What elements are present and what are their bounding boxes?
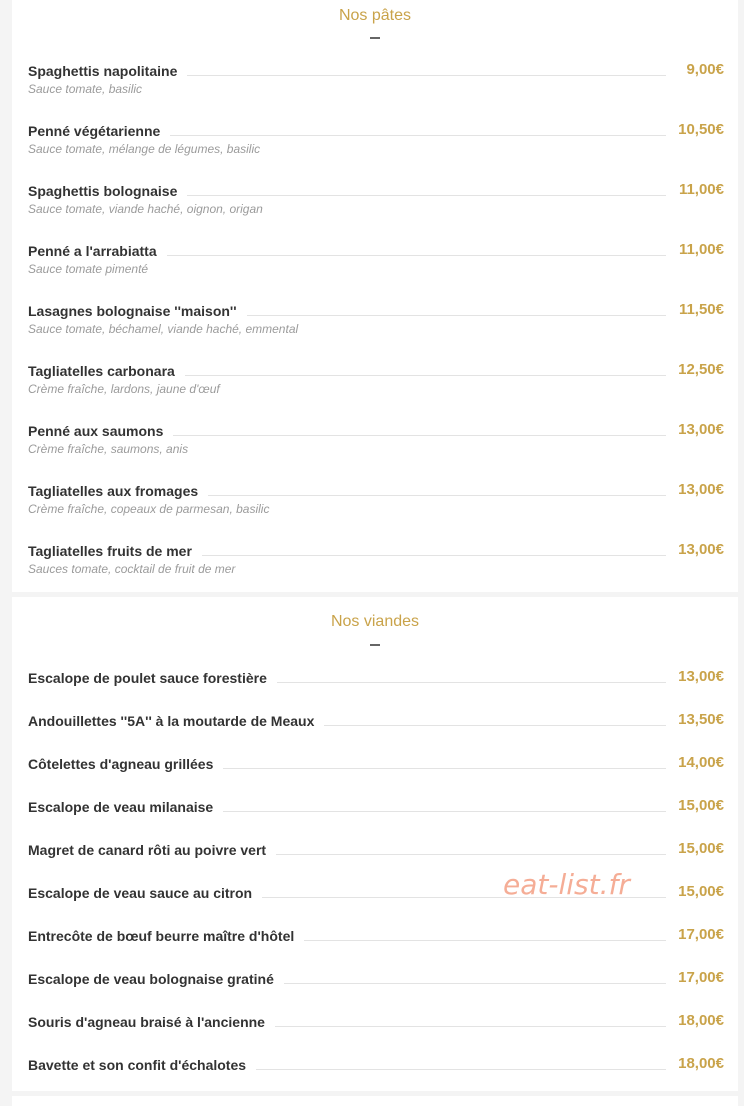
watermark: eat-list.fr: [503, 868, 630, 901]
item-name: Côtelettes d'agneau grillées: [28, 755, 223, 773]
section-title-viandes: Nos viandes: [330, 613, 420, 630]
menu-item: [28, 182, 724, 222]
section-divider: [370, 37, 380, 39]
menu-item: [28, 798, 724, 838]
menu-item: [28, 122, 724, 162]
item-name: Lasagnes bolognaise ''maison'': [28, 302, 247, 320]
menu-item: [28, 242, 724, 282]
item-description: Crème fraîche, copeaux de parmesan, basilic: [28, 502, 270, 516]
item-name: Escalope de veau sauce au citron: [28, 884, 262, 902]
item-description: Sauces tomate, cocktail de fruit de mer: [28, 562, 236, 576]
menu-item: [28, 1056, 724, 1096]
item-price: 18,00€: [672, 1054, 724, 1074]
item-price: 13,00€: [672, 480, 724, 500]
item-name: Magret de canard rôti au poivre vert: [28, 841, 276, 859]
menu-item: [28, 755, 724, 795]
item-price: 13,00€: [672, 420, 724, 440]
item-name: Tagliatelles fruits de mer: [28, 542, 202, 560]
next-section: [12, 1096, 738, 1106]
item-name: Escalope de poulet sauce forestière: [28, 669, 277, 687]
item-price: 10,50€: [672, 120, 724, 140]
menu-item: [28, 669, 724, 709]
item-price: 13,50€: [672, 710, 724, 730]
menu-item: [28, 1013, 724, 1053]
item-name: Penné végétarienne: [28, 122, 170, 140]
item-price: 18,00€: [672, 1011, 724, 1031]
menu-item: [28, 970, 724, 1010]
item-price: 11,00€: [673, 180, 724, 200]
item-name: Tagliatelles aux fromages: [28, 482, 208, 500]
item-price: 13,00€: [672, 667, 724, 687]
section-title-pates: Nos pâtes: [338, 7, 412, 24]
menu-item: [28, 302, 724, 342]
menu-item: [28, 482, 724, 522]
item-description: Sauce tomate, mélange de légumes, basilic: [28, 142, 261, 156]
menu-item: [28, 712, 724, 752]
section-divider: [370, 644, 380, 646]
item-name: Entrecôte de bœuf beurre maître d'hôtel: [28, 927, 304, 945]
item-price: 15,00€: [672, 796, 724, 816]
item-price: 11,00€: [673, 240, 724, 260]
item-description: Sauce tomate, viande haché, oignon, origan: [28, 202, 263, 216]
item-description: Sauce tomate, béchamel, viande haché, emmental: [28, 322, 299, 336]
item-name: Andouillettes ''5A'' à la moutarde de Meaux: [28, 712, 324, 730]
item-name: Spaghettis napolitaine: [28, 62, 187, 80]
item-name: Escalope de veau milanaise: [28, 798, 223, 816]
item-price: 15,00€: [672, 839, 724, 859]
item-price: 13,00€: [672, 540, 724, 560]
item-price: 17,00€: [672, 925, 724, 945]
item-name: Tagliatelles carbonara: [28, 362, 185, 380]
item-name: Penné aux saumons: [28, 422, 173, 440]
viandes-section: [12, 597, 738, 1091]
item-description: Sauce tomate pimenté: [28, 262, 149, 276]
item-price: 12,50€: [672, 360, 724, 380]
item-price: 9,00€: [680, 60, 724, 80]
item-name: Souris d'agneau braisé à l'ancienne: [28, 1013, 275, 1031]
menu-item: [28, 542, 724, 582]
item-price: 17,00€: [672, 968, 724, 988]
menu-item: [28, 62, 724, 102]
item-name: Penné a l'arrabiatta: [28, 242, 167, 260]
pates-section: [12, 0, 738, 592]
item-name: Spaghettis bolognaise: [28, 182, 187, 200]
item-price: 14,00€: [672, 753, 724, 773]
item-name: Bavette et son confit d'échalotes: [28, 1056, 256, 1074]
menu-item: [28, 927, 724, 967]
item-description: Crème fraîche, lardons, jaune d'œuf: [28, 382, 220, 396]
item-price: 15,00€: [672, 882, 724, 902]
menu-item: [28, 362, 724, 402]
item-price: 11,50€: [673, 300, 724, 320]
item-name: Escalope de veau bolognaise gratiné: [28, 970, 284, 988]
menu-item: [28, 422, 724, 462]
item-description: Crème fraîche, saumons, anis: [28, 442, 189, 456]
item-description: Sauce tomate, basilic: [28, 82, 143, 96]
